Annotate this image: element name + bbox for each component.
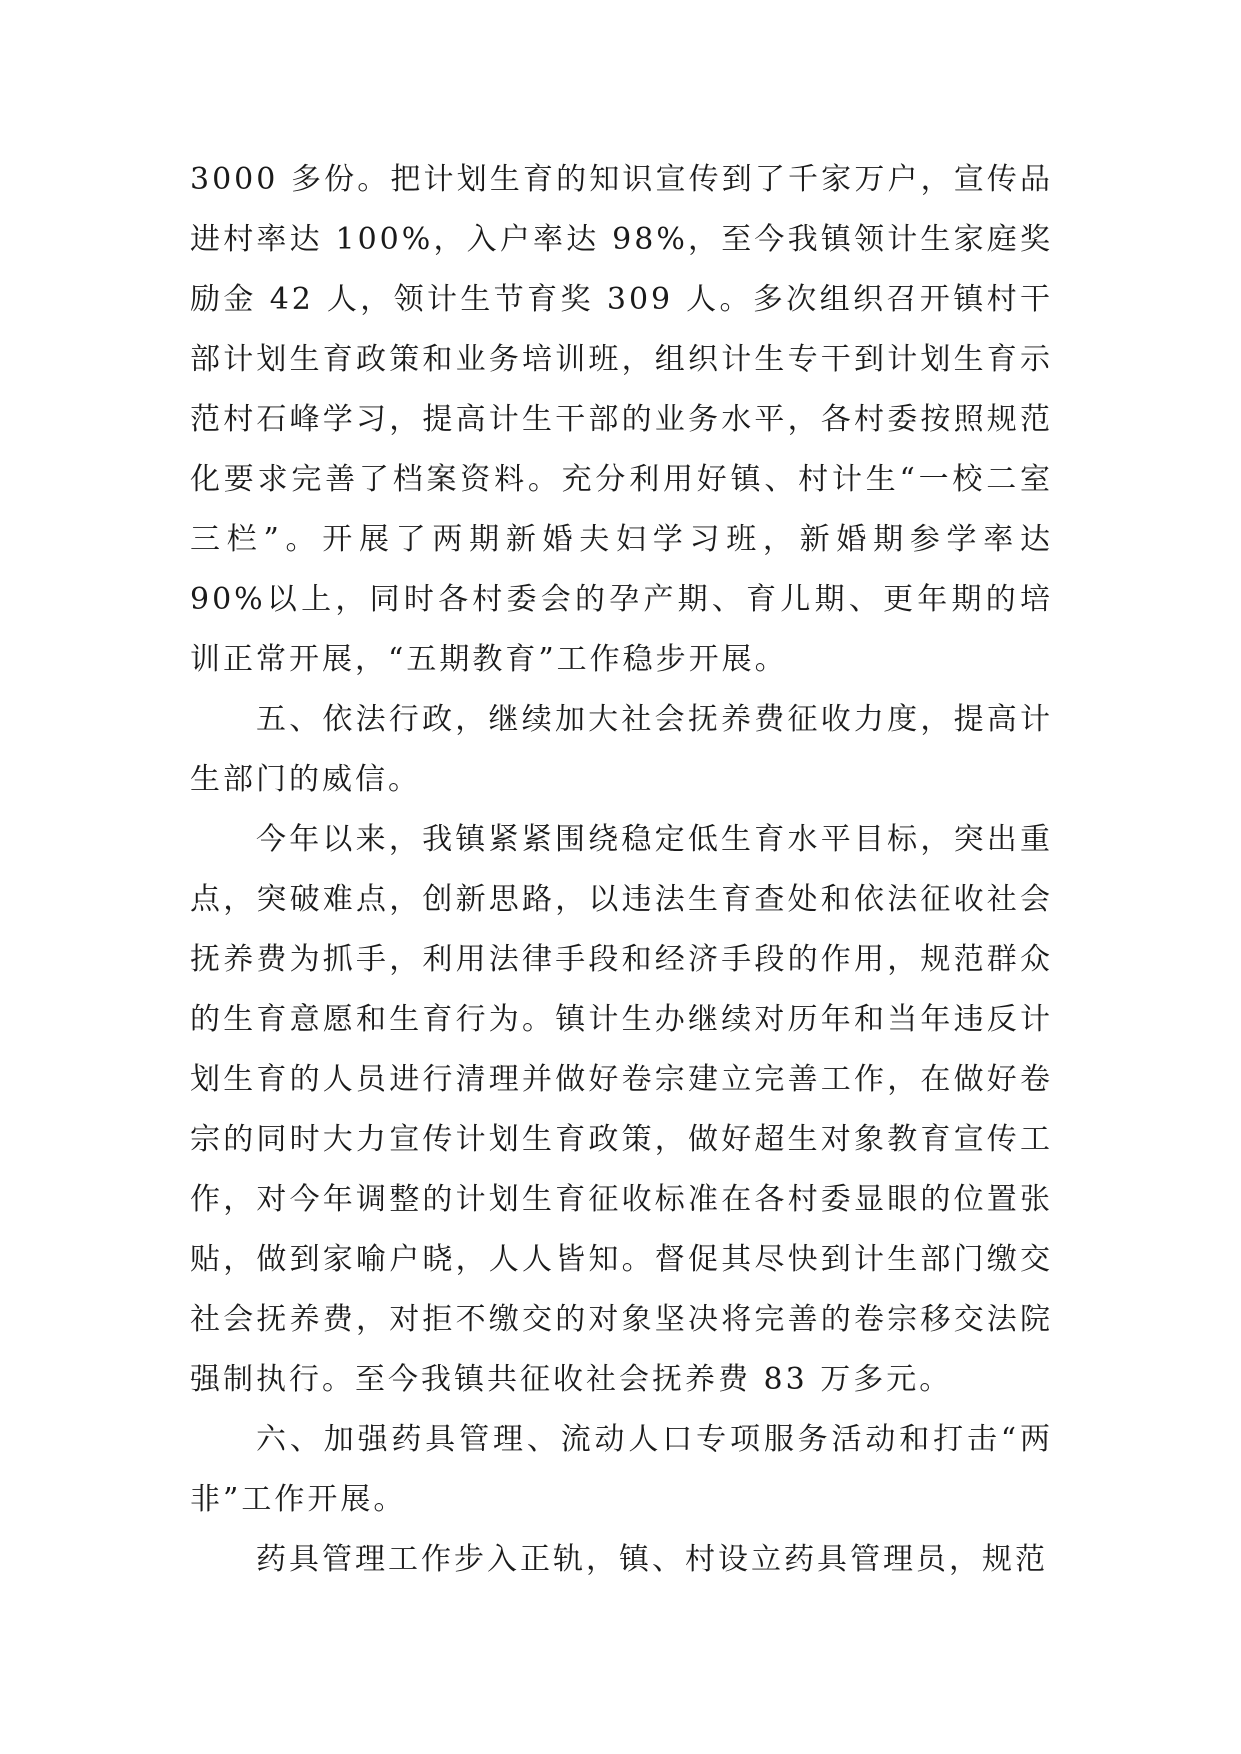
paragraph-social-fee: 今年以来，我镇紧紧围绕稳定低生育水平目标，突出重点，突破难点，创新思路，以违法生育查处和依法征收社会抚养费为抓手，利用法律手段和经济手段的作用，规范群众的生育意愿和生育行为。镇计生办继续对历年和当年违反计划生育的人员进行清理并做好卷宗建立完善工作，在做好卷宗的同时大力宣传计划生育政策，做好超生对象教育宣传工作，对今年调整的计划生育征收标准在各村委显眼的位置张贴，做到家喻户晓，人人皆知。督促其尽快到计生部门缴交社会抚养费，对拒不缴交的对象坚决将完善的卷宗移交法院强制执行。至今我镇共征收社会抚养费 83 万多元。 bbox=[190, 822, 1053, 1397]
paragraph-contraceptive-management: 药具管理工作步入正轨，镇、村设立药具管理员，规范 bbox=[256, 1542, 1048, 1577]
section-heading-six: 六、加强药具管理、流动人口专项服务活动和打击“两非”工作开展。 bbox=[190, 1422, 1053, 1517]
paragraph-continuation: 3000 多份。把计划生育的知识宣传到了千家万户，宣传品进村率达 100%，入户率达 98%，至今我镇领计生家庭奖励金 42 人，领计生节育奖 309 人。多次组织召开镇村干部计划生育政策和业务培训班，组织计生专干到计划生育示范村石峰学习，提高计生干部的业务水平，各村委按照规范化要求完善了档案资料。充分利用好镇、村计生“一校二室三栏”。开展了两期新婚夫妇学习班，新婚期参学率达 90%以上，同时各村委会的孕产期、育儿期、更年期的培训正常开展，“五期教育”工作稳步开展。 bbox=[190, 162, 1053, 677]
section-heading-five: 五、依法行政，继续加大社会抚养费征收力度，提高计生部门的威信。 bbox=[190, 702, 1053, 797]
document-body bbox=[190, 150, 1053, 1590]
